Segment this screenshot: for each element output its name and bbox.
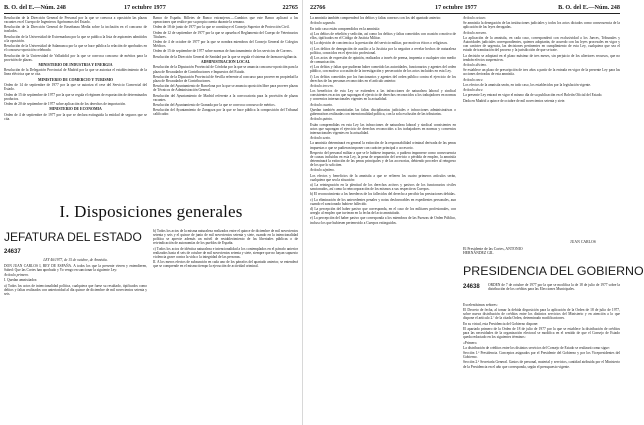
index-entry: Orden de 14 de septiembre de 1977 por la que se autoriza el cese del Servicio Comercial del Estado. xyxy=(4,83,147,92)
index-entry: Resolución del Ayuntamiento de Granada por la que se convoca concurso de méritos. xyxy=(153,102,276,107)
index-entry: Resolución de la Diputación Provincial de Sevilla referente al concurso para proveer en propiedad la plaza de Recaudador de Contribuciones. xyxy=(153,74,298,83)
article-paragraph: b) El reconocimiento a los herederos de los fallecidos del derecho a percibir las prestaciones debidas. xyxy=(310,192,456,197)
article-paragraph: La aplicación de la amnistía, en cada caso, corresponderá con exclusividad a los Jueces, Tribunales y Autoridades judiciales correspondientes, quienes adoptarán, de acuerdo con las leyes procesales en vigor y con carácter de urgencia, las decisiones pertinentes en cumplimiento de esta Ley, cualquiera que sea el estado de tramitación del proceso y la jurisdicción de que se trate. xyxy=(463,35,620,53)
decree-paragraph: Sección 2.ª Secretaría General. Gastos de personal, material y servicios, cantidad atribuida por el Ministerio de la Presidencia en el año que corresponda, según el presupuesto vigente. xyxy=(463,360,620,369)
article-heading: Artículo séptimo. xyxy=(310,168,335,173)
left-header-date: 17 octubre 1977 xyxy=(124,4,166,11)
article-paragraph: e) La percepción del haber pasivo que corresponda a los miembros de las Fuerzas de Orden Público, incluso los que hubiesen pertenecido a Cuerpos extinguidos. xyxy=(310,216,456,225)
decree-paragraph: El apartado primero de la Orden de 18 de julio de 1977 por la que se establece la distribución de créditos para las necesidades de la organización electoral se modifica en el sentido de que el Consejo de Estado queda redactado en los siguientes términos: xyxy=(463,327,620,340)
article-paragraph: Los efectos y beneficios de la amnistía a que se refieren los cuatro primeros artículos serán, cualquiera que sea la situación: xyxy=(310,173,456,182)
index-entry: Resolución del Ayuntamiento de Madrid referente a la convocatoria para la provisión de plazas vacantes. xyxy=(153,93,298,102)
law-column-left xyxy=(4,258,147,422)
article-paragraph: Se establece un plazo de prescripción de tres años a partir de la entrada en vigor de la presente Ley para las acciones derivadas de esta amnistía. xyxy=(463,68,620,77)
decree-paragraph: Sección 1.ª Presidencia. Conceptos asignados por el Presidente del Gobierno y por los Vicepresidentes del Gobierno. xyxy=(463,351,620,360)
decree-title xyxy=(488,283,620,301)
article-paragraph: c) Los delitos de denegación de auxilio a la Justicia por la negativa a revelar hechos de naturaleza política, conocidos en el ejercicio profesional. xyxy=(310,46,456,55)
law-paragraph: a) Todos los actos de intencionalidad política, cualquiera que fuese su resultado, tipificados como delitos y faltas realizados con anterioridad al día quince de diciembre de mil novecientos setenta y seis. xyxy=(4,283,147,296)
law-paragraph: b) Todos los actos de la misma naturaleza realizados entre el quince de diciembre de mil novecientos setenta y seis y el quince de junio de mil novecientos setenta y siete, cuando en la intencionalidad política se aprecie además un móvil de restablecimiento de las libertades públicas o de reivindicación de autonomías de los pueblos de España. xyxy=(153,229,298,246)
right-header-date: 17 octubre 1977 xyxy=(435,4,477,11)
index-entry: Resolución del Ayuntamiento de Zaragoza por la que se hace pública la composición del Tribunal calificador. xyxy=(153,108,298,117)
article-paragraph: Los efectos de la amnistía serán, en todo caso, los establecidos por la legislación vigente. xyxy=(463,82,592,87)
decree-title-text: ORDEN de 7 de octubre de 1977 por la que se modifica la de 18 de julio de 1977 sobre la distribución de los créditos para las Elecciones Municipales. xyxy=(488,283,620,292)
article-paragraph: b) La objeción de conciencia a la prestación del servicio militar, por motivos éticos o religiosos. xyxy=(310,41,448,46)
law-paragraph: I. Quedan amnistiados: xyxy=(4,278,38,283)
index-entry: Resolución del Ayuntamiento de Barcelona por la que se anuncia oposición libre para proveer plazas de Técnicos de Administración General. xyxy=(153,84,298,93)
index-entry: Banco de España. Billetes de Banco extranjeros.—Cambios que este Banco aplicará a las operaciones que realice por su propia cuenta durante la semana. xyxy=(153,16,298,25)
left-header-journal: B. O. del E.—Núm. 248 xyxy=(4,4,66,11)
law-paragraph: II. A los meros efectos de subsunción en cada uno de los párrafos del apartado anterior, se entenderá que se comprende en el mismo tiempo la ejecución de actividad criminal. xyxy=(153,260,298,269)
index-entry: Resolución de la Delegación Provincial de Madrid por la que se autoriza el establecimiento de la línea eléctrica que se cita. xyxy=(4,68,147,77)
decree-paragraph: «Primero. xyxy=(463,340,478,345)
index-entry: Resolución de la Universidad de Extremadura por la que se publica la lista de aspirantes admitidos a la oposición. xyxy=(4,34,147,43)
decree-paragraph: Excelentísimos señores: xyxy=(463,303,498,307)
article-heading: Artículo tercero. xyxy=(310,84,334,88)
article-paragraph: En todo caso están comprendidos en la amnistía: xyxy=(310,26,380,31)
article-paragraph: Están comprendidas en esta Ley las infracciones de naturaleza laboral y sindical consistentes en actos que supongan el ejercicio de derechos reconocidos a los trabajadores en normas y convenios internacionales vigentes en la actualidad. xyxy=(310,122,456,135)
article-heading: Artículo décimo. xyxy=(463,62,487,67)
article-paragraph: d) Los actos de expresión de opinión, realizados a través de prensa, imprenta o cualquier otro medio de comunicación. xyxy=(310,55,456,64)
document-reference-number-2: 24638 xyxy=(463,284,480,290)
article-paragraph: Dada en Madrid a quince de octubre de mil novecientos setenta y siete. xyxy=(463,98,566,103)
right-header-page-number: 22766 xyxy=(310,4,326,11)
article-heading: Artículo quinto. xyxy=(310,117,333,122)
index-entry: Resolución de la Universidad de Salamanca por la que se hace pública la relación de aprobados en el concurso-oposición celebrado. xyxy=(4,44,147,53)
index-entry: Orden de 15 de septiembre de 1977 sobre normas de funcionamiento de los servicios de Correos. xyxy=(153,49,293,54)
section-banner: I. Disposiciones generales xyxy=(59,202,243,221)
index-entry: Orden de 15 de septiembre de 1977 por la que se regula el régimen de exportación de determinados productos. xyxy=(4,92,147,101)
royal-signature: JUAN CARLOS xyxy=(570,240,596,244)
law-paragraph: c) Todos los actos de idéntica naturaleza e intencionalidad a los contemplados en el párrafo anterior realizados hasta el seis de octubre de mil novecientos setenta y siete, siempre que no hayan supuesto violencia grave contra la vida o la integridad de las personas. xyxy=(153,246,298,259)
article-paragraph: La amnistía determinará en general la extinción de la responsabilidad criminal derivada de las penas impuestas o que se pudieran imponer con carácter principal o accesorio. xyxy=(310,141,456,150)
law-paragraph: DON JUAN CARLOS I, REY DE ESPAÑA. A todos los que la presente vieren y entendieren, Sabed: Que las Cortes han aprobado y Yo vengo en sancionar la siguiente Ley: xyxy=(4,263,147,272)
right-page xyxy=(306,0,644,425)
left-header-page-number: 22765 xyxy=(282,4,298,11)
law-title: LEY 46/1977, de 15 de octubre, de Amnistía. xyxy=(43,258,108,262)
decree-paragraph: En su virtud, esta Presidencia del Gobierno dispone: xyxy=(463,321,539,326)
article-heading: Artículo sexto. xyxy=(310,136,331,141)
article-heading: Artículo noveno. xyxy=(463,30,487,35)
article-heading: Artículo octavo. xyxy=(463,16,487,20)
right-header-journal: B. O. del E.—Núm. 248 xyxy=(558,4,620,11)
countersignature: El Presidente de las Cortes, ANTONIO HERNÁNDEZ GIL xyxy=(463,247,523,255)
article-paragraph: a) Los delitos de rebelión y sedición, así como los delitos y faltas cometidos con ocasión o motivo de ellos, tipificados en el Código de Justicia Militar. xyxy=(310,31,456,40)
index-column-left xyxy=(4,16,147,196)
article-column-right xyxy=(463,16,620,248)
article-paragraph: f) Los delitos cometidos por los funcionarios y agentes del orden público contra el ejercicio de los derechos de las personas reconocidos en el artículo anterior. xyxy=(310,74,456,83)
index-section-heading: MINISTERIO DE INDUSTRIA Y ENERGIA xyxy=(38,63,113,68)
document-reference-number: 24637 xyxy=(4,249,21,255)
law-paragraph: Artículo primero. xyxy=(4,273,30,278)
article-heading: Artículo cuarto. xyxy=(310,102,333,107)
article-column-left xyxy=(310,16,456,422)
index-entry: Orden de 18 de junio de 1977 por la que se constituye el Consejo Superior de Protección Civil. xyxy=(153,25,290,30)
index-entry: Orden de 20 de septiembre de 1977 sobre aplicación de los derechos de importación. xyxy=(4,101,126,106)
index-column-right xyxy=(153,16,298,196)
article-paragraph: c) La eliminación de los antecedentes penales y notas desfavorables en expedientes personales, aun cuando el sancionado hubiese fallecido. xyxy=(310,197,456,206)
article-paragraph: La presente Ley entrará en vigor el mismo día de su publicación en el Boletín Oficial del Estado. xyxy=(463,93,603,98)
department-heading: JEFATURA DEL ESTADO xyxy=(4,230,142,244)
index-section-heading: MINISTERIO DE ECONOMIA xyxy=(49,107,102,112)
decree-paragraph: El Decreto de fecha, al tomar la debida disposición para la aplicación de la Orden de 18 de julio de 1977, sobre nueva distribución de créditos entre los distintos servicios del Ministerio y en atención a lo que dispone el artículo 2.º de la citada Orden, determinado modificaciones. xyxy=(463,308,620,321)
index-entry: Resolución de la Universidad de Valladolid por la que se convoca concurso de méritos para la provisión de plazas. xyxy=(4,53,147,62)
index-entry: Resolución de la Dirección General de Personal por la que se convoca a oposición las plazas vacantes en el Cuerpo de Ingenieros Agrónomos del Estado. xyxy=(4,16,147,25)
index-section-heading: MINISTERIO DE COMERCIO Y TURISMO xyxy=(38,77,113,82)
index-entry: Orden de 12 de septiembre de 1977 por la que se aprueba el Reglamento del Cuerpo de Veterinarios Titulares. xyxy=(153,30,298,39)
article-paragraph: Quedan también amnistiadas las faltas disciplinarias judiciales e infracciones administrativas o gubernativas realizadas con intencionalidad política, con la sola exclusión de las tributarias. xyxy=(310,108,456,117)
left-page-header xyxy=(4,3,298,14)
index-entry: Orden de 4 de octubre de 1977 por la que se nombra miembros del Consejo General de Colegios Médicos. xyxy=(153,40,298,49)
article-paragraph: d) La percepción del haber pasivo que corresponda, en el caso de los militares profesionales, con arreglo al empleo que tuvieran en la fecha del acto amnistiado. xyxy=(310,207,456,216)
department-heading-presidencia: PRESIDENCIA DEL GOBIERNO xyxy=(463,264,644,278)
article-paragraph: Se amnistía la denegación de las instituciones judiciales y todos los actos dictados como consecuencia de la aplicación de las leyes derogadas. xyxy=(463,21,620,30)
article-paragraph: La amnistía también comprenderá los delitos y faltas conexos con los del apartado anterior. xyxy=(310,16,442,20)
article-paragraph: e) Los delitos y faltas que pudieran haber cometido las autoridades, funcionarios y agentes del orden público, con motivo u ocasión de la investigación y persecución de los actos incluidos en esta Ley. xyxy=(310,65,456,74)
index-entry: Orden de 4 de septiembre de 1977 por la que se declara extinguida la entidad de seguros que se cita. xyxy=(4,112,147,121)
decree-paragraph: La distribución de créditos entre los distintos servicios del Consejo de Estado se realizará como sigue: xyxy=(463,345,610,350)
right-page-header xyxy=(310,3,620,14)
article-paragraph: Respecto del personal militar a que se le hubiese impuesto, o pudiera imponerse como consecuencia de causas incluidas en esta Ley, la pena de separación del servicio o pérdida de empleo, la amnistía determinará la extinción de las penas principales y de las accesorias, debiendo proceder al reingreso de los que lo soliciten. xyxy=(310,150,456,168)
article-heading: Artículo doce. xyxy=(463,88,484,93)
index-entry: Resolución de la Diputación Provincial de Córdoba por la que se anuncia concurso-oposición para la plaza de Recaudador de Contribuciones e Impuestos del Estado. xyxy=(153,65,298,74)
article-heading: Artículo once. xyxy=(463,77,484,82)
index-section-heading: ADMINISTRACION LOCAL xyxy=(200,60,251,65)
decree-body xyxy=(463,303,620,422)
article-paragraph: La decisión se adoptará en el plazo máximo de tres meses, sin perjuicio de los ulteriores recursos, que no tendrán efectos suspensivos. xyxy=(463,53,620,62)
left-page xyxy=(0,0,303,425)
index-entry: Resolución de la Dirección General de Sanidad por la que se regula el sistema de farmacovigilancia. xyxy=(153,54,298,59)
index-entry: Resolución de la Dirección General de Enseñanza Media sobre la inclusión en el concurso de traslados. xyxy=(4,25,147,34)
article-paragraph: a) La reintegración en la plenitud de los derechos activos y pasivos de los funcionarios civiles sancionados, así como la reincorporación de los mismos a sus respectivos Cuerpos. xyxy=(310,183,456,192)
article-paragraph: Los beneficios de esta Ley se extienden a las infracciones de naturaleza laboral y sindical consistentes en actos que supongan el ejercicio de derechos reconocidos a los trabajadores en normas y convenios internacionales vigentes en la actualidad. xyxy=(310,89,456,102)
law-column-right xyxy=(153,229,298,422)
article-heading: Artículo segundo. xyxy=(310,21,336,26)
